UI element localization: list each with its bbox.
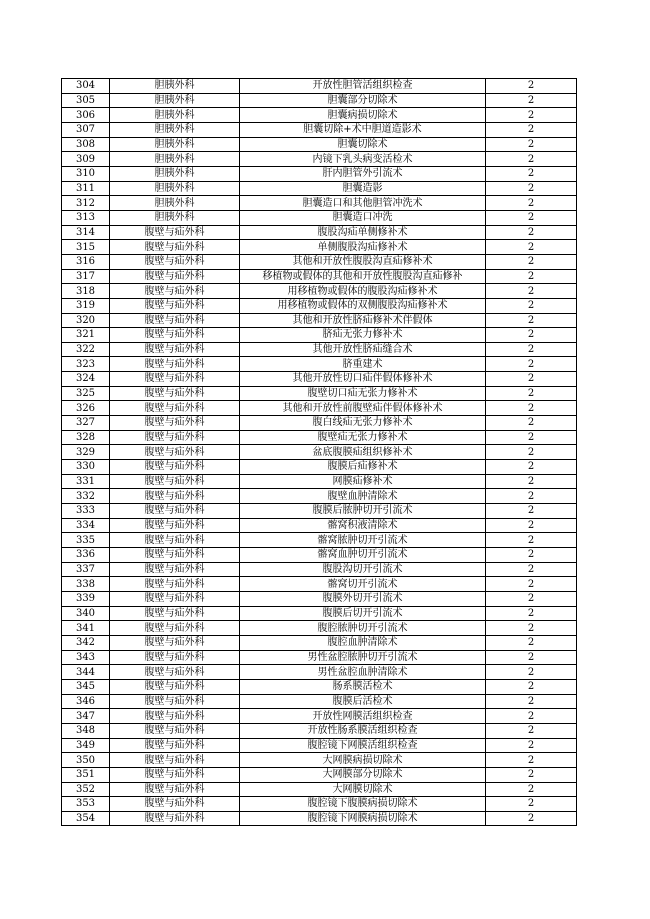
table-row bbox=[62, 137, 577, 152]
level-cell: 2 bbox=[486, 577, 577, 592]
department-cell: 腹壁与疝外科 bbox=[110, 460, 240, 475]
procedure-name-cell: 其他和开放性腹股沟直疝修补术 bbox=[240, 254, 486, 269]
department-cell: 腹壁与疝外科 bbox=[110, 298, 240, 313]
procedure-name-cell: 大网膜切除术 bbox=[240, 782, 486, 797]
row-number: 346 bbox=[62, 694, 110, 709]
table-row bbox=[62, 342, 577, 357]
table-row bbox=[62, 210, 577, 225]
procedure-name-cell: 肠系膜活检术 bbox=[240, 679, 486, 694]
procedure-name-cell: 腹壁疝无张力修补术 bbox=[240, 430, 486, 445]
table-row bbox=[62, 591, 577, 606]
department-cell: 腹壁与疝外科 bbox=[110, 782, 240, 797]
table-row bbox=[62, 518, 577, 533]
procedure-name-cell: 用移植物或假体的腹股沟疝修补术 bbox=[240, 284, 486, 299]
department-cell: 胆胰外科 bbox=[110, 93, 240, 108]
row-number: 329 bbox=[62, 445, 110, 460]
department-cell: 胆胰外科 bbox=[110, 122, 240, 137]
table-row bbox=[62, 298, 577, 313]
procedure-name-cell: 男性盆腔血肿清除术 bbox=[240, 665, 486, 680]
row-number: 335 bbox=[62, 533, 110, 548]
row-number: 321 bbox=[62, 328, 110, 343]
row-number: 323 bbox=[62, 357, 110, 372]
level-cell: 2 bbox=[486, 797, 577, 812]
department-cell: 腹壁与疝外科 bbox=[110, 445, 240, 460]
table-row bbox=[62, 328, 577, 343]
level-cell: 2 bbox=[486, 548, 577, 563]
row-number: 314 bbox=[62, 225, 110, 240]
department-cell: 腹壁与疝外科 bbox=[110, 284, 240, 299]
table-row bbox=[62, 474, 577, 489]
procedure-name-cell: 腹膜后脓肿切开引流术 bbox=[240, 504, 486, 519]
level-cell: 2 bbox=[486, 665, 577, 680]
table-row bbox=[62, 709, 577, 724]
procedure-name-cell: 髂窝血肿切开引流术 bbox=[240, 548, 486, 563]
level-cell: 2 bbox=[486, 753, 577, 768]
procedure-name-cell: 网膜疝修补术 bbox=[240, 474, 486, 489]
procedure-name-cell: 腹股沟切开引流术 bbox=[240, 562, 486, 577]
department-cell: 胆胰外科 bbox=[110, 210, 240, 225]
table-row bbox=[62, 284, 577, 299]
level-cell: 2 bbox=[486, 93, 577, 108]
level-cell: 2 bbox=[486, 181, 577, 196]
department-cell: 胆胰外科 bbox=[110, 181, 240, 196]
department-cell: 胆胰外科 bbox=[110, 79, 240, 94]
department-cell: 腹壁与疝外科 bbox=[110, 723, 240, 738]
department-cell: 腹壁与疝外科 bbox=[110, 606, 240, 621]
row-number: 330 bbox=[62, 460, 110, 475]
department-cell: 腹壁与疝外科 bbox=[110, 797, 240, 812]
row-number: 352 bbox=[62, 782, 110, 797]
department-cell: 腹壁与疝外科 bbox=[110, 548, 240, 563]
level-cell: 2 bbox=[486, 635, 577, 650]
department-cell: 腹壁与疝外科 bbox=[110, 811, 240, 826]
row-number: 304 bbox=[62, 79, 110, 94]
department-cell: 腹壁与疝外科 bbox=[110, 518, 240, 533]
level-cell: 2 bbox=[486, 196, 577, 211]
table-row bbox=[62, 313, 577, 328]
table-row bbox=[62, 782, 577, 797]
row-number: 310 bbox=[62, 166, 110, 181]
level-cell: 2 bbox=[486, 474, 577, 489]
procedure-name-cell: 髂窝切开引流术 bbox=[240, 577, 486, 592]
table-row bbox=[62, 635, 577, 650]
procedure-name-cell: 胆囊造口和其他胆管冲洗术 bbox=[240, 196, 486, 211]
department-cell: 腹壁与疝外科 bbox=[110, 650, 240, 665]
level-cell: 2 bbox=[486, 225, 577, 240]
procedure-name-cell: 内镜下乳头病变活检术 bbox=[240, 152, 486, 167]
level-cell: 2 bbox=[486, 518, 577, 533]
procedure-name-cell: 其他开放性切口疝伴假体修补术 bbox=[240, 372, 486, 387]
table-row bbox=[62, 548, 577, 563]
row-number: 305 bbox=[62, 93, 110, 108]
row-number: 312 bbox=[62, 196, 110, 211]
department-cell: 胆胰外科 bbox=[110, 137, 240, 152]
row-number: 354 bbox=[62, 811, 110, 826]
table-row bbox=[62, 621, 577, 636]
row-number: 341 bbox=[62, 621, 110, 636]
row-number: 307 bbox=[62, 122, 110, 137]
procedure-name-cell: 肝内胆管外引流术 bbox=[240, 166, 486, 181]
level-cell: 2 bbox=[486, 298, 577, 313]
table-row bbox=[62, 738, 577, 753]
table-row bbox=[62, 108, 577, 123]
procedure-name-cell: 腹膜后切开引流术 bbox=[240, 606, 486, 621]
department-cell: 腹壁与疝外科 bbox=[110, 621, 240, 636]
table-row bbox=[62, 225, 577, 240]
level-cell: 2 bbox=[486, 137, 577, 152]
procedure-name-cell: 腹壁切口疝无张力修补术 bbox=[240, 386, 486, 401]
level-cell: 2 bbox=[486, 357, 577, 372]
procedure-name-cell: 腹壁血肿清除术 bbox=[240, 489, 486, 504]
table-row bbox=[62, 767, 577, 782]
row-number: 308 bbox=[62, 137, 110, 152]
procedure-name-cell: 男性盆腔脓肿切开引流术 bbox=[240, 650, 486, 665]
level-cell: 2 bbox=[486, 723, 577, 738]
procedure-name-cell: 腹腔脓肿切开引流术 bbox=[240, 621, 486, 636]
level-cell: 2 bbox=[486, 430, 577, 445]
procedure-name-cell: 大网膜病损切除术 bbox=[240, 753, 486, 768]
level-cell: 2 bbox=[486, 269, 577, 284]
level-cell: 2 bbox=[486, 210, 577, 225]
row-number: 353 bbox=[62, 797, 110, 812]
row-number: 316 bbox=[62, 254, 110, 269]
row-number: 348 bbox=[62, 723, 110, 738]
row-number: 311 bbox=[62, 181, 110, 196]
table-row bbox=[62, 665, 577, 680]
department-cell: 腹壁与疝外科 bbox=[110, 533, 240, 548]
level-cell: 2 bbox=[486, 401, 577, 416]
procedure-name-cell: 开放性肠系膜活组织检查 bbox=[240, 723, 486, 738]
department-cell: 腹壁与疝外科 bbox=[110, 401, 240, 416]
table-row bbox=[62, 372, 577, 387]
row-number: 325 bbox=[62, 386, 110, 401]
table-row bbox=[62, 606, 577, 621]
department-cell: 腹壁与疝外科 bbox=[110, 767, 240, 782]
department-cell: 腹壁与疝外科 bbox=[110, 665, 240, 680]
row-number: 347 bbox=[62, 709, 110, 724]
department-cell: 胆胰外科 bbox=[110, 196, 240, 211]
level-cell: 2 bbox=[486, 79, 577, 94]
row-number: 328 bbox=[62, 430, 110, 445]
procedure-name-cell: 盆底腹膜疝组织修补术 bbox=[240, 445, 486, 460]
row-number: 326 bbox=[62, 401, 110, 416]
level-cell: 2 bbox=[486, 606, 577, 621]
row-number: 333 bbox=[62, 504, 110, 519]
level-cell: 2 bbox=[486, 782, 577, 797]
procedure-name-cell: 胆囊造影 bbox=[240, 181, 486, 196]
procedure-name-cell: 用移植物或假体的双侧腹股沟疝修补术 bbox=[240, 298, 486, 313]
department-cell: 腹壁与疝外科 bbox=[110, 372, 240, 387]
table-row bbox=[62, 489, 577, 504]
table-row bbox=[62, 152, 577, 167]
row-number: 338 bbox=[62, 577, 110, 592]
procedure-name-cell: 腹膜后疝修补术 bbox=[240, 460, 486, 475]
department-cell: 腹壁与疝外科 bbox=[110, 489, 240, 504]
level-cell: 2 bbox=[486, 152, 577, 167]
row-number: 340 bbox=[62, 606, 110, 621]
table-row bbox=[62, 460, 577, 475]
procedure-name-cell: 胆囊部分切除术 bbox=[240, 93, 486, 108]
procedure-name-cell: 开放性网膜活组织检查 bbox=[240, 709, 486, 724]
row-number: 344 bbox=[62, 665, 110, 680]
level-cell: 2 bbox=[486, 342, 577, 357]
department-cell: 腹壁与疝外科 bbox=[110, 577, 240, 592]
department-cell: 腹壁与疝外科 bbox=[110, 694, 240, 709]
procedure-table bbox=[61, 78, 577, 826]
level-cell: 2 bbox=[486, 562, 577, 577]
procedure-name-cell: 腹股沟疝单侧修补术 bbox=[240, 225, 486, 240]
procedure-name-cell: 髂窝脓肿切开引流术 bbox=[240, 533, 486, 548]
procedure-name-cell: 腹腔血肿清除术 bbox=[240, 635, 486, 650]
procedure-name-cell: 腹膜外切开引流术 bbox=[240, 591, 486, 606]
level-cell: 2 bbox=[486, 166, 577, 181]
row-number: 318 bbox=[62, 284, 110, 299]
department-cell: 腹壁与疝外科 bbox=[110, 386, 240, 401]
row-number: 327 bbox=[62, 416, 110, 431]
row-number: 351 bbox=[62, 767, 110, 782]
row-number: 322 bbox=[62, 342, 110, 357]
row-number: 324 bbox=[62, 372, 110, 387]
department-cell: 胆胰外科 bbox=[110, 108, 240, 123]
procedure-name-cell: 腹腔镜下网膜活组织检查 bbox=[240, 738, 486, 753]
department-cell: 腹壁与疝外科 bbox=[110, 357, 240, 372]
procedure-name-cell: 其他和开放性前腹壁疝伴假体修补术 bbox=[240, 401, 486, 416]
table-row bbox=[62, 93, 577, 108]
procedure-name-cell: 腹腔镜下网膜病损切除术 bbox=[240, 811, 486, 826]
department-cell: 腹壁与疝外科 bbox=[110, 562, 240, 577]
row-number: 336 bbox=[62, 548, 110, 563]
department-cell: 胆胰外科 bbox=[110, 152, 240, 167]
department-cell: 腹壁与疝外科 bbox=[110, 430, 240, 445]
row-number: 349 bbox=[62, 738, 110, 753]
level-cell: 2 bbox=[486, 533, 577, 548]
table-row bbox=[62, 240, 577, 255]
level-cell: 2 bbox=[486, 679, 577, 694]
row-number: 332 bbox=[62, 489, 110, 504]
table-row bbox=[62, 679, 577, 694]
department-cell: 腹壁与疝外科 bbox=[110, 504, 240, 519]
procedure-name-cell: 胆囊病损切除术 bbox=[240, 108, 486, 123]
table-row bbox=[62, 79, 577, 94]
procedure-name-cell: 髂窝积液清除术 bbox=[240, 518, 486, 533]
table-row bbox=[62, 386, 577, 401]
table-row bbox=[62, 445, 577, 460]
department-cell: 腹壁与疝外科 bbox=[110, 635, 240, 650]
procedure-name-cell: 开放性胆管活组织检查 bbox=[240, 79, 486, 94]
department-cell: 腹壁与疝外科 bbox=[110, 254, 240, 269]
table-row bbox=[62, 122, 577, 137]
table-row bbox=[62, 723, 577, 738]
level-cell: 2 bbox=[486, 650, 577, 665]
procedure-table-body bbox=[62, 79, 577, 826]
level-cell: 2 bbox=[486, 240, 577, 255]
table-row bbox=[62, 357, 577, 372]
procedure-name-cell: 脐疝无张力修补术 bbox=[240, 328, 486, 343]
row-number: 343 bbox=[62, 650, 110, 665]
row-number: 334 bbox=[62, 518, 110, 533]
procedure-name-cell: 腹白线疝无张力修补术 bbox=[240, 416, 486, 431]
level-cell: 2 bbox=[486, 460, 577, 475]
row-number: 309 bbox=[62, 152, 110, 167]
level-cell: 2 bbox=[486, 738, 577, 753]
level-cell: 2 bbox=[486, 313, 577, 328]
row-number: 306 bbox=[62, 108, 110, 123]
procedure-name-cell: 其他开放性脐疝缝合术 bbox=[240, 342, 486, 357]
row-number: 342 bbox=[62, 635, 110, 650]
department-cell: 腹壁与疝外科 bbox=[110, 474, 240, 489]
procedure-name-cell: 其他和开放性脐疝修补术伴假体 bbox=[240, 313, 486, 328]
table-row bbox=[62, 401, 577, 416]
level-cell: 2 bbox=[486, 767, 577, 782]
level-cell: 2 bbox=[486, 284, 577, 299]
row-number: 345 bbox=[62, 679, 110, 694]
department-cell: 腹壁与疝外科 bbox=[110, 591, 240, 606]
department-cell: 腹壁与疝外科 bbox=[110, 738, 240, 753]
department-cell: 腹壁与疝外科 bbox=[110, 269, 240, 284]
row-number: 337 bbox=[62, 562, 110, 577]
level-cell: 2 bbox=[486, 372, 577, 387]
department-cell: 腹壁与疝外科 bbox=[110, 225, 240, 240]
table-row bbox=[62, 562, 577, 577]
table-row bbox=[62, 753, 577, 768]
procedure-name-cell: 腹腔镜下腹膜病损切除术 bbox=[240, 797, 486, 812]
table-row bbox=[62, 416, 577, 431]
row-number: 350 bbox=[62, 753, 110, 768]
table-row bbox=[62, 577, 577, 592]
procedure-name-cell: 腹膜后活检术 bbox=[240, 694, 486, 709]
row-number: 313 bbox=[62, 210, 110, 225]
department-cell: 腹壁与疝外科 bbox=[110, 313, 240, 328]
level-cell: 2 bbox=[486, 621, 577, 636]
table-row bbox=[62, 196, 577, 211]
department-cell: 腹壁与疝外科 bbox=[110, 328, 240, 343]
level-cell: 2 bbox=[486, 328, 577, 343]
level-cell: 2 bbox=[486, 122, 577, 137]
department-cell: 腹壁与疝外科 bbox=[110, 342, 240, 357]
procedure-name-cell: 大网膜部分切除术 bbox=[240, 767, 486, 782]
level-cell: 2 bbox=[486, 108, 577, 123]
level-cell: 2 bbox=[486, 694, 577, 709]
level-cell: 2 bbox=[486, 591, 577, 606]
row-number: 319 bbox=[62, 298, 110, 313]
table-row bbox=[62, 504, 577, 519]
table-row bbox=[62, 811, 577, 826]
department-cell: 腹壁与疝外科 bbox=[110, 240, 240, 255]
department-cell: 腹壁与疝外科 bbox=[110, 416, 240, 431]
procedure-name-cell: 单侧腹股沟疝修补术 bbox=[240, 240, 486, 255]
table-row bbox=[62, 254, 577, 269]
level-cell: 2 bbox=[486, 811, 577, 826]
department-cell: 腹壁与疝外科 bbox=[110, 753, 240, 768]
procedure-name-cell: 移植物或假体的其他和开放性腹股沟直疝修补 bbox=[240, 269, 486, 284]
procedure-name-cell: 脐重建术 bbox=[240, 357, 486, 372]
row-number: 320 bbox=[62, 313, 110, 328]
level-cell: 2 bbox=[486, 254, 577, 269]
procedure-name-cell: 胆囊切除术 bbox=[240, 137, 486, 152]
table-row bbox=[62, 430, 577, 445]
table-row bbox=[62, 181, 577, 196]
level-cell: 2 bbox=[486, 504, 577, 519]
row-number: 317 bbox=[62, 269, 110, 284]
table-row bbox=[62, 166, 577, 181]
row-number: 331 bbox=[62, 474, 110, 489]
level-cell: 2 bbox=[486, 386, 577, 401]
level-cell: 2 bbox=[486, 445, 577, 460]
row-number: 315 bbox=[62, 240, 110, 255]
level-cell: 2 bbox=[486, 489, 577, 504]
row-number: 339 bbox=[62, 591, 110, 606]
procedure-name-cell: 胆囊造口冲洗 bbox=[240, 210, 486, 225]
department-cell: 腹壁与疝外科 bbox=[110, 709, 240, 724]
table-row bbox=[62, 694, 577, 709]
table-row bbox=[62, 650, 577, 665]
department-cell: 腹壁与疝外科 bbox=[110, 679, 240, 694]
procedure-name-cell: 胆囊切除+术中胆道造影术 bbox=[240, 122, 486, 137]
table-row bbox=[62, 269, 577, 284]
table-row bbox=[62, 797, 577, 812]
table-row bbox=[62, 533, 577, 548]
level-cell: 2 bbox=[486, 416, 577, 431]
level-cell: 2 bbox=[486, 709, 577, 724]
department-cell: 胆胰外科 bbox=[110, 166, 240, 181]
